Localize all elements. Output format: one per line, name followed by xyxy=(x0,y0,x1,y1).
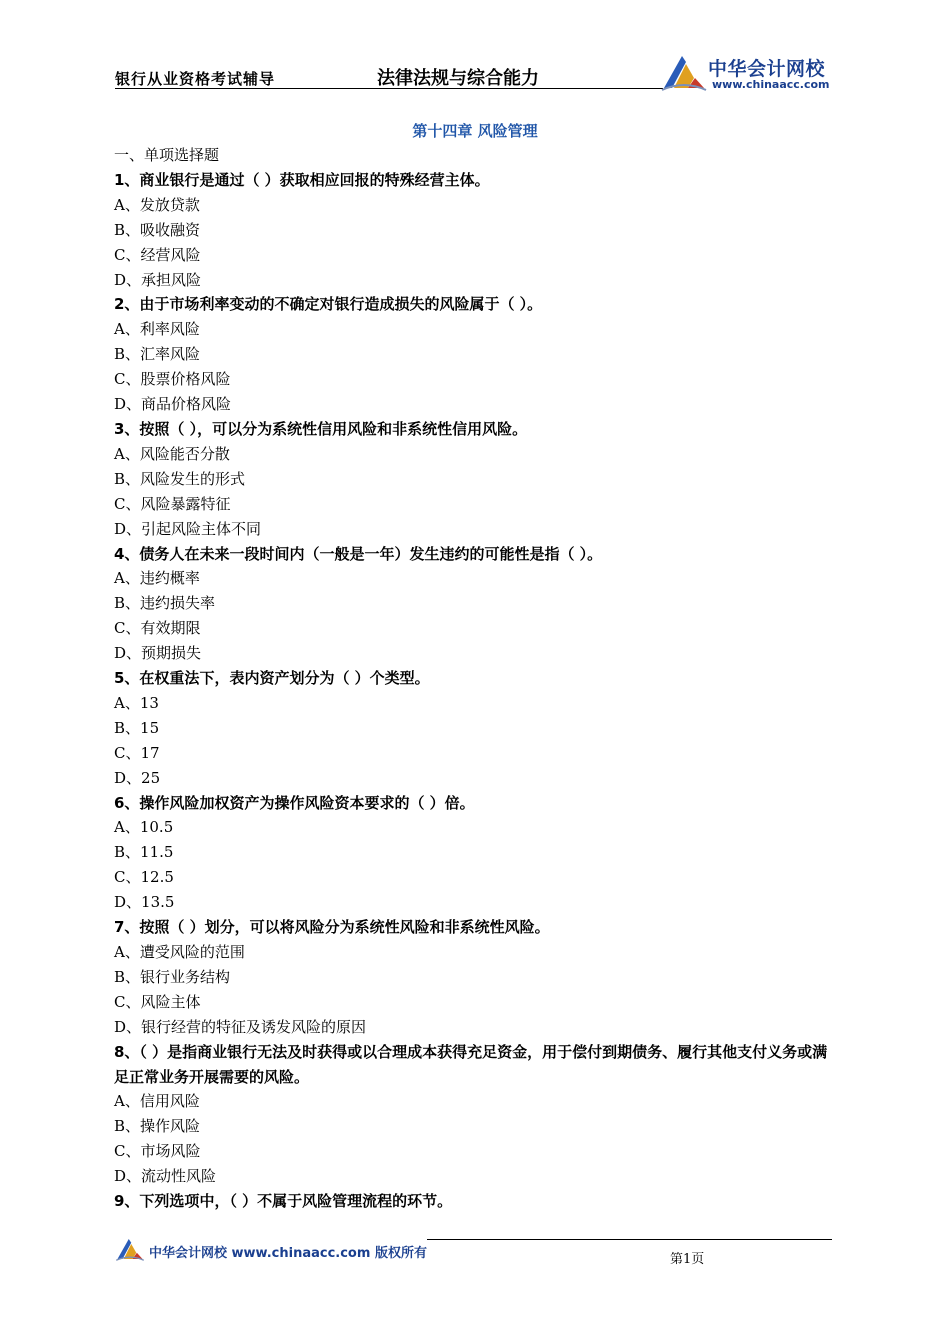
option-item: D、预期损失 xyxy=(114,644,202,663)
option-item: A、利率风险 xyxy=(114,320,200,339)
option-item: B、操作风险 xyxy=(114,1117,201,1136)
question-text: 3、按照（ ），可以分为系统性信用风险和非系统性信用风险。 xyxy=(114,419,528,438)
header-center-title: 法律法规与综合能力 xyxy=(377,68,539,89)
brand-logo xyxy=(660,50,840,95)
option-item: B、违约损失率 xyxy=(114,594,216,613)
question-text: 2、由于市场利率变动的不确定对银行造成损失的风险属于（ ）。 xyxy=(114,295,543,314)
option-item: B、汇率风险 xyxy=(114,345,201,364)
option-item: A、10.5 xyxy=(114,818,174,837)
logo-url: www.chinaacc.com xyxy=(712,78,830,91)
header-left-title: 银行从业资格考试辅导 xyxy=(115,70,276,88)
logo-mark-icon xyxy=(660,52,708,92)
question-text: 9、下列选项中，（ ）不属于风险管理流程的环节。 xyxy=(114,1192,453,1211)
option-item: A、13 xyxy=(114,693,159,712)
option-item: D、13.5 xyxy=(114,893,175,912)
section-title: 一、单项选择题 xyxy=(114,146,220,164)
chapter-title: 第十四章 风险管理 xyxy=(412,122,538,140)
option-item: D、承担风险 xyxy=(114,270,202,289)
question-text: 8、（ ）是指商业银行无法及时获得或以合理成本获得充足资金，用于偿付到期债务、履行其他支付义务或满足正常业务开展需要的风险。 xyxy=(114,1042,828,1086)
option-item: C、股票价格风险 xyxy=(114,370,231,389)
question-text: 7、按照（ ）划分，可以将风险分为系统性风险和非系统性风险。 xyxy=(114,918,550,937)
question-text: 6、操作风险加权资产为操作风险资本要求的（ ）倍。 xyxy=(114,793,475,812)
option-item: D、流动性风险 xyxy=(114,1167,217,1186)
question-text: 5、在权重法下，表内资产划分为（ ）个类型。 xyxy=(114,669,430,688)
option-item: B、吸收融资 xyxy=(114,220,201,239)
option-item: B、风险发生的形式 xyxy=(114,469,246,488)
header-rule xyxy=(115,88,663,89)
option-item: D、商品价格风险 xyxy=(114,395,232,414)
footer-logo-icon xyxy=(115,1236,145,1262)
option-item: C、风险主体 xyxy=(114,992,201,1011)
option-item: A、发放贷款 xyxy=(114,195,200,214)
option-item: B、15 xyxy=(114,718,160,737)
option-item: C、市场风险 xyxy=(114,1142,201,1161)
option-item: B、11.5 xyxy=(114,843,174,862)
option-item: A、信用风险 xyxy=(114,1092,200,1111)
option-item: D、银行经营的特征及诱发风险的原因 xyxy=(114,1017,367,1036)
option-item: A、风险能否分散 xyxy=(114,444,230,463)
option-item: C、风险暴露特征 xyxy=(114,494,231,513)
question-list xyxy=(114,143,838,1214)
question-text: 1、商业银行是通过（ ）获取相应回报的特殊经营主体。 xyxy=(114,170,490,189)
option-item: A、违约概率 xyxy=(114,569,200,588)
footer-copyright: 中华会计网校 www.chinaacc.com 版权所有 xyxy=(149,1246,427,1261)
option-item: C、经营风险 xyxy=(114,245,201,264)
option-item: D、25 xyxy=(114,768,161,787)
logo-name: 中华会计网校 xyxy=(708,58,826,80)
option-item: D、引起风险主体不同 xyxy=(114,519,262,538)
page-header xyxy=(115,50,837,92)
footer-rule xyxy=(427,1239,832,1240)
option-item: C、17 xyxy=(114,743,160,762)
option-item: C、有效期限 xyxy=(114,619,201,638)
question-text: 4、债务人在未来一段时间内（一般是一年）发生违约的可能性是指（ ）。 xyxy=(114,544,603,563)
option-item: B、银行业务结构 xyxy=(114,967,231,986)
page-footer xyxy=(115,1232,837,1272)
option-item: A、遭受风险的范围 xyxy=(114,943,245,961)
option-item: C、12.5 xyxy=(114,868,174,887)
page-number: 第1页 xyxy=(670,1252,705,1267)
